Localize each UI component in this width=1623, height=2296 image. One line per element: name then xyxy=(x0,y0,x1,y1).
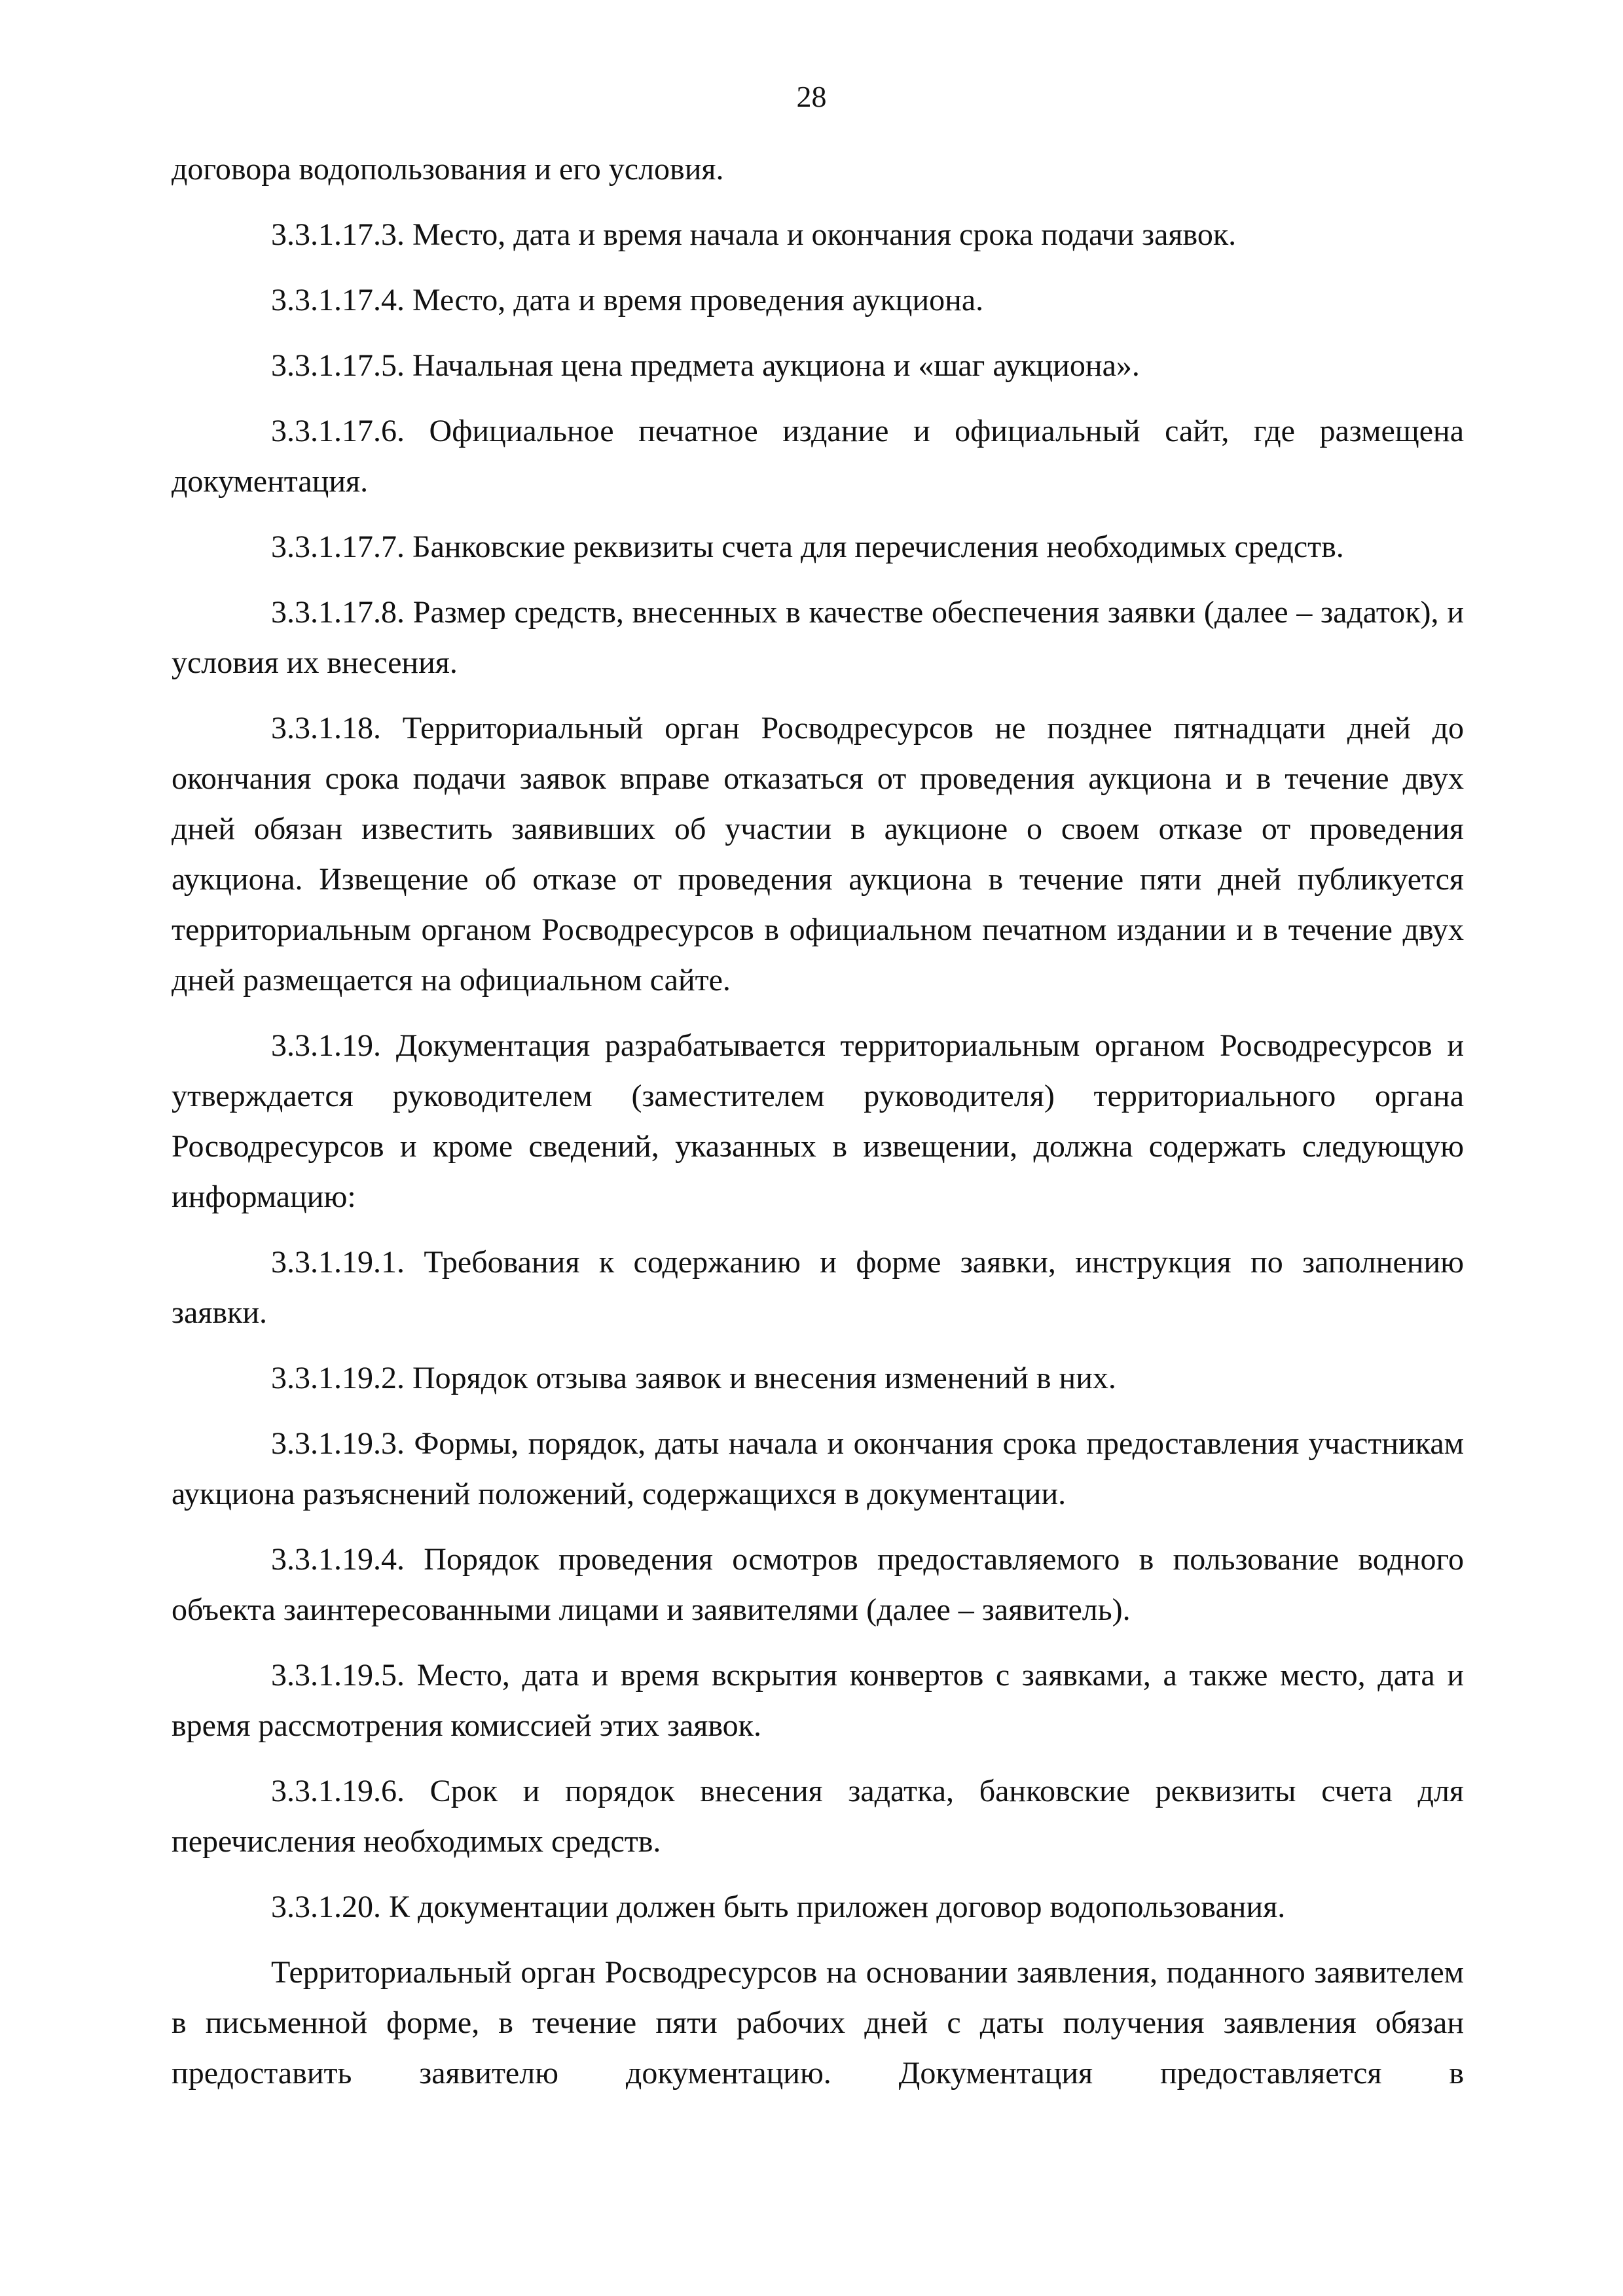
paragraph-final: Территориальный орган Росводресурсов на основании заявления, поданного заявителем в письменной форме, в течение пяти рабочих дней с даты получения заявления обязан предоставить заявителю документацию. Документация предоставляется в xyxy=(172,1955,1464,2090)
paragraph-3-3-1-17-4: 3.3.1.17.4. Место, дата и время проведения аукциона. xyxy=(271,283,984,317)
paragraph-3-3-1-17-3: 3.3.1.17.3. Место, дата и время начала и окончания срока подачи заявок. xyxy=(271,217,1237,252)
paragraph-3-3-1-19-1: 3.3.1.19.1. Требования к содержанию и форме заявки, инструкция по заполнению заявки. xyxy=(172,1245,1464,1330)
paragraph-3-3-1-18: 3.3.1.18. Территориальный орган Росводресурсов не позднее пятнадцати дней до окончания срока подачи заявок вправе отказаться от проведения аукциона и в течение двух дней обязан известить заявивших об участии в аукционе о своем отказе от проведения аукциона. Извещение об отказе от проведения аукциона в течение пяти дней публикуется территориальным органом Росводресурсов в официальном печатном издании и в течение двух дней размещается на официальном сайте. xyxy=(172,711,1464,997)
paragraph-3-3-1-19-2: 3.3.1.19.2. Порядок отзыва заявок и внесения изменений в них. xyxy=(271,1361,1116,1395)
paragraph-3-3-1-20: 3.3.1.20. К документации должен быть приложен договор водопользования. xyxy=(271,1890,1286,1924)
paragraph-3-3-1-19: 3.3.1.19. Документация разрабатывается территориальным органом Росводресурсов и утверждается руководителем (заместителем руководителя) территориального органа Росводресурсов и кроме сведений, указанных в извещении, должна содержать следующую информацию: xyxy=(172,1028,1464,1214)
paragraph-continuation: договора водопользования и его условия. xyxy=(172,152,724,187)
paragraph-3-3-1-19-3: 3.3.1.19.3. Формы, порядок, даты начала и окончания срока предоставления участникам аукциона разъяснений положений, содержащихся в документации. xyxy=(172,1426,1464,1511)
paragraph-3-3-1-17-8: 3.3.1.17.8. Размер средств, внесенных в качестве обеспечения заявки (далее – задаток), и условия их внесения. xyxy=(172,595,1464,680)
paragraph-3-3-1-17-6: 3.3.1.17.6. Официальное печатное издание и официальный сайт, где размещена документация. xyxy=(172,414,1464,499)
document-body xyxy=(172,144,1464,2113)
paragraph-3-3-1-17-5: 3.3.1.17.5. Начальная цена предмета аукциона и «шаг аукциона». xyxy=(271,348,1140,383)
paragraph-3-3-1-17-7: 3.3.1.17.7. Банковские реквизиты счета для перечисления необходимых средств. xyxy=(271,529,1344,564)
page-number: 28 xyxy=(796,80,827,113)
paragraph-3-3-1-19-6: 3.3.1.19.6. Срок и порядок внесения задатка, банковские реквизиты счета для перечисления необходимых средств. xyxy=(172,1774,1464,1859)
paragraph-3-3-1-19-5: 3.3.1.19.5. Место, дата и время вскрытия конвертов с заявками, а также место, дата и время рассмотрения комиссией этих заявок. xyxy=(172,1658,1464,1743)
paragraph-3-3-1-19-4: 3.3.1.19.4. Порядок проведения осмотров предоставляемого в пользование водного объекта заинтересованными лицами и заявителями (далее – заявитель). xyxy=(172,1542,1464,1627)
